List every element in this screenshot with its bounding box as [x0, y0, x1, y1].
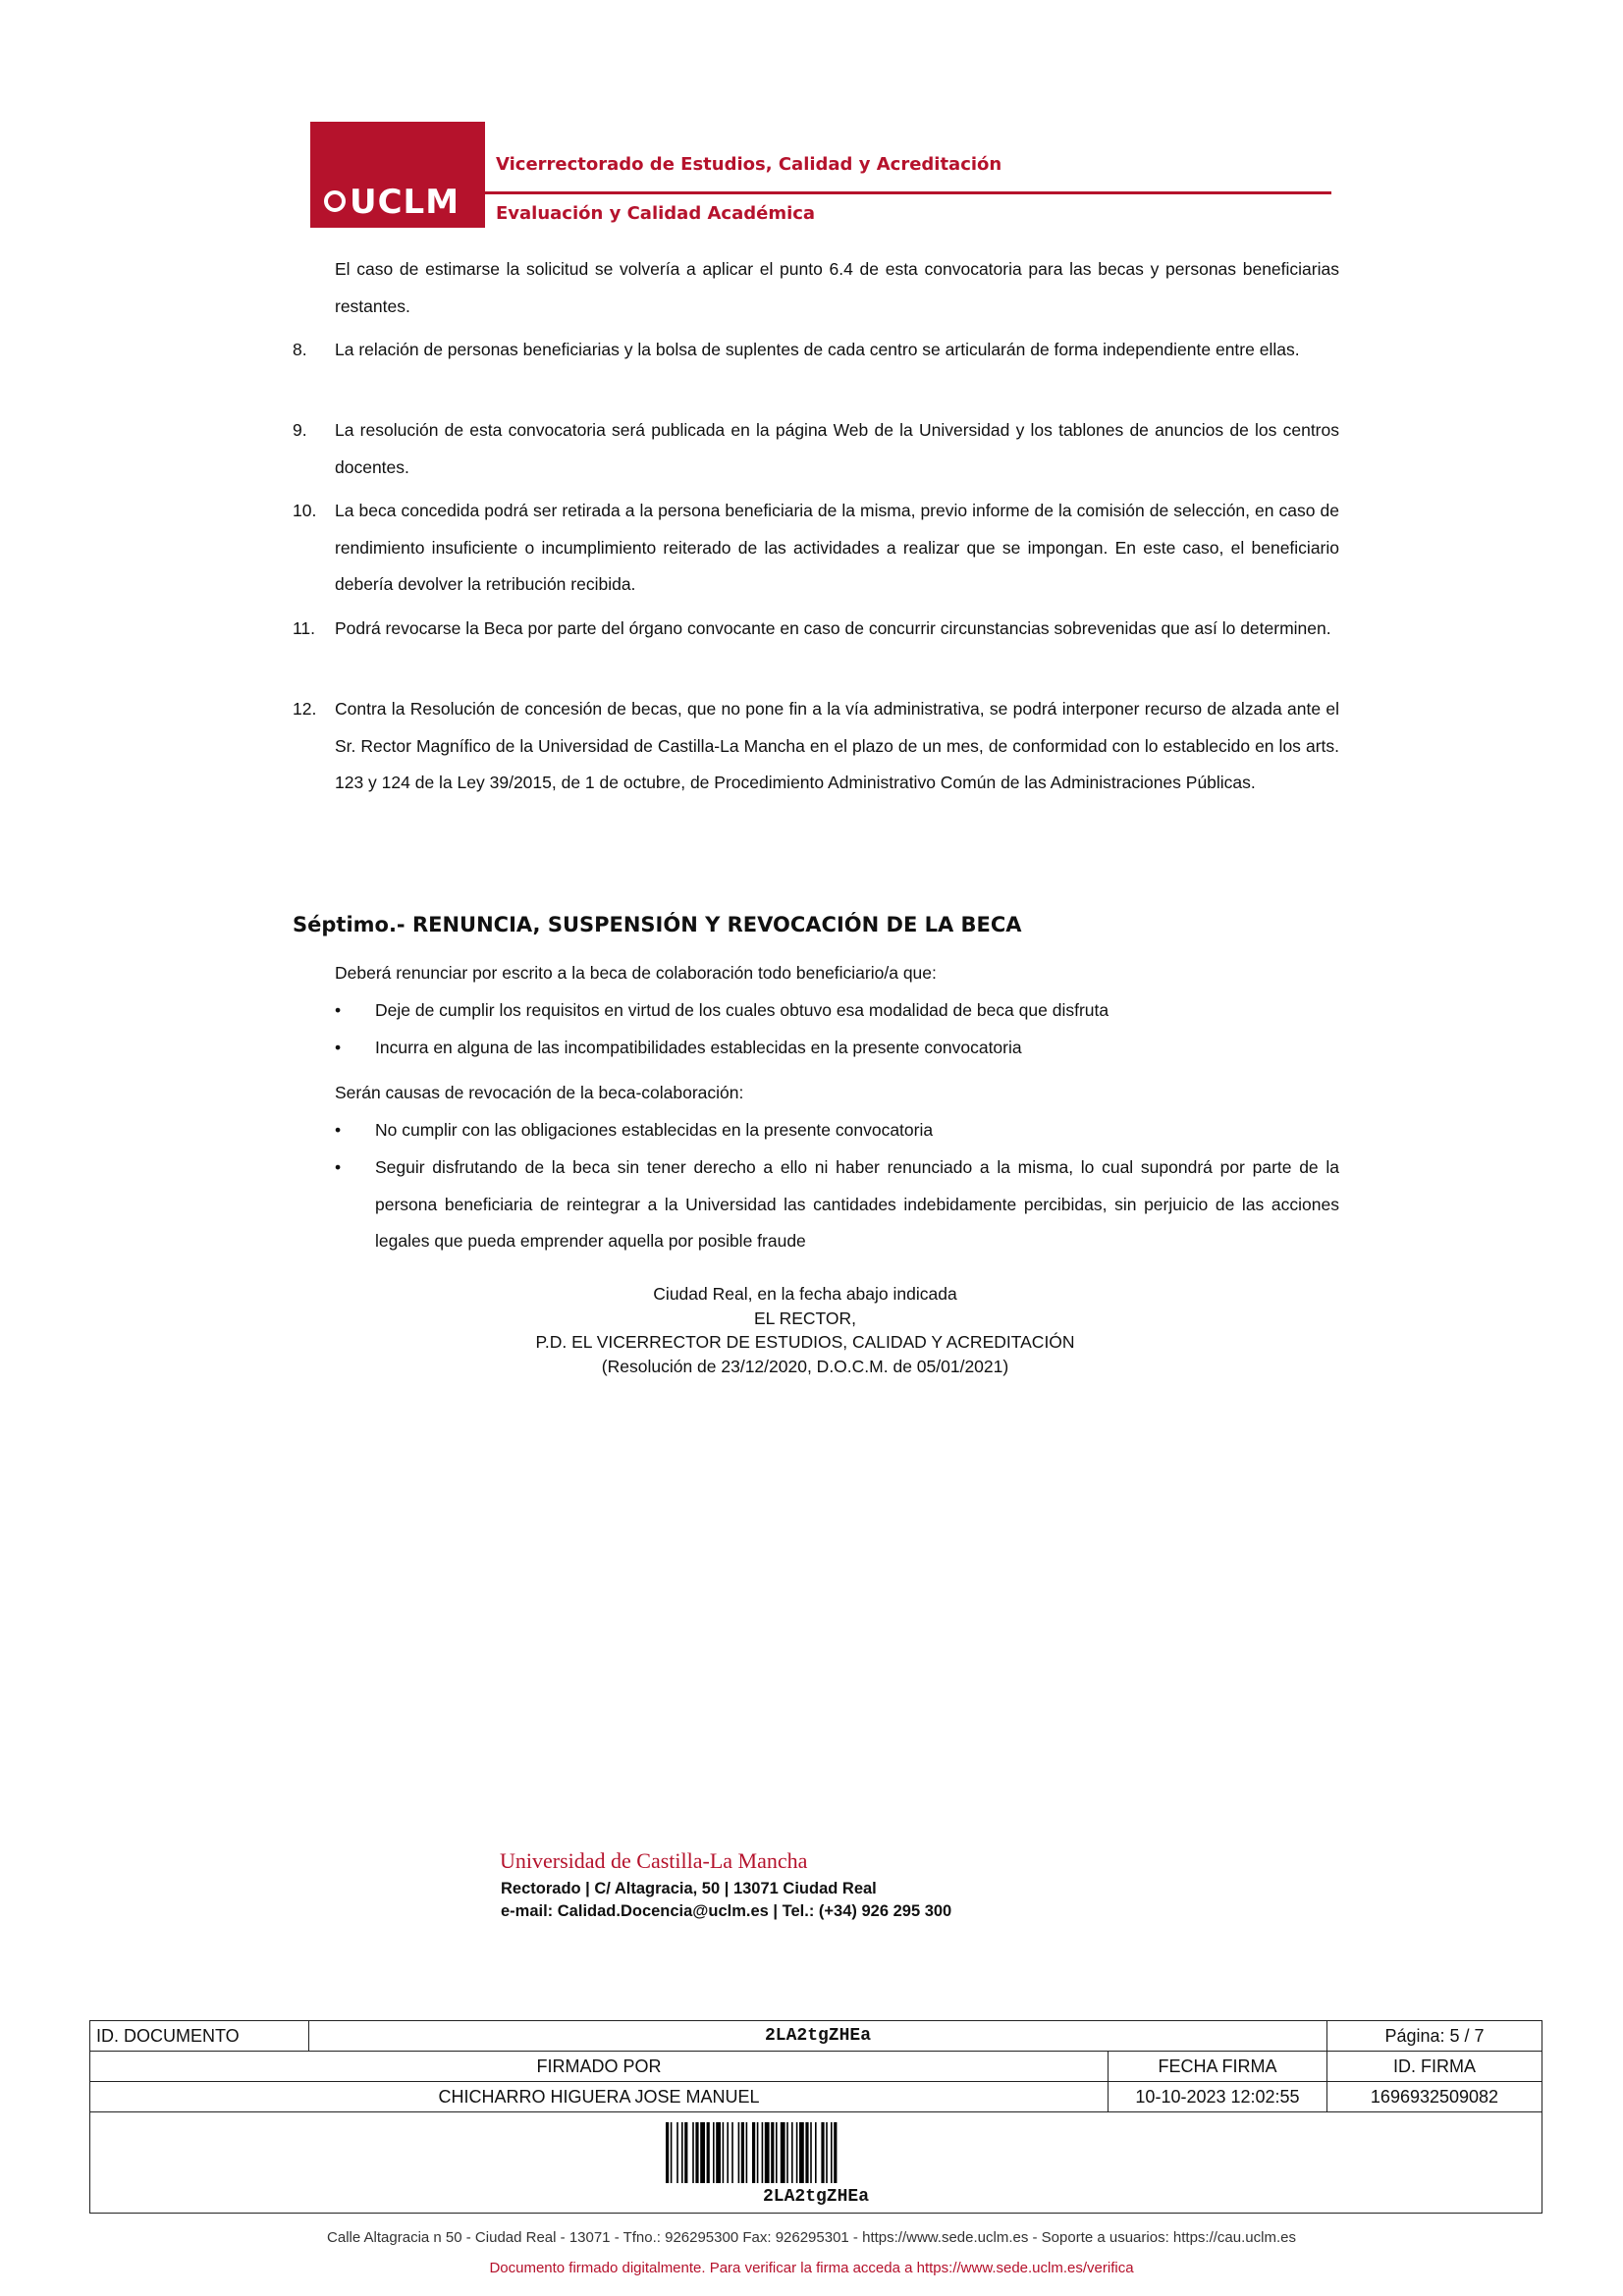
document-id-value[interactable]: 2LA2tgZHEa: [309, 2021, 1327, 2052]
bullet-item: [335, 1149, 1339, 1260]
footer-contact: Calle Altagracia n 50 - Ciudad Real - 13071 - Tfno.: 926295300 Fax: 926295301 - https://www.sede.uclm.es - Soporte a usuarios: https://cau.uclm.es: [327, 2229, 1296, 2246]
address-line: Rectorado | C/ Altagracia, 50 | 13071 Ciudad Real: [501, 1880, 877, 1897]
bullet-text: Seguir disfrutando de la beca sin tener derecho a ello ni haber renunciado a la misma, lo cual supondrá por parte de la persona beneficiaria de reintegrar a la Universidad las cantidades indebidamente percibidas, sin perjuicio de las acciones legales que pueda emprender aquella por posible fraude: [375, 1157, 1339, 1251]
section-intro-revocacion: Serán causas de revocación de la beca-colaboración:: [335, 1083, 744, 1102]
university-name: Universidad de Castilla-La Mancha: [500, 1848, 808, 1873]
header-vicerrectorado: Vicerrectorado de Estudios, Calidad y Acreditación: [496, 154, 1002, 175]
section-intro-renuncia: Deberá renunciar por escrito a la beca de colaboración todo beneficiario/a que:: [335, 963, 937, 983]
list-item: [293, 611, 1339, 648]
section-heading: Séptimo.- RENUNCIA, SUSPENSIÓN Y REVOCACIÓN DE LA BECA: [293, 913, 1022, 936]
table-row: [90, 2082, 1542, 2112]
bullet-icon: •: [335, 1157, 342, 1177]
contact-line: e-mail: Calidad.Docencia@uclm.es | Tel.: (+34) 926 295 300: [501, 1902, 952, 1920]
signature-table: [89, 2020, 1542, 2214]
signature-delegation: P.D. EL VICERRECTOR DE ESTUDIOS, CALIDAD Y ACREDITACIÓN: [535, 1332, 1075, 1352]
logo-text: [324, 183, 460, 222]
item-number: 8.: [293, 340, 307, 359]
list-item: [293, 691, 1339, 802]
list-item: [293, 493, 1339, 604]
signature-id: 1696932509082: [1327, 2082, 1542, 2112]
signature-id-label: ID. FIRMA: [1327, 2052, 1542, 2082]
item-number: 12.: [293, 699, 317, 719]
item-number: 11.: [293, 618, 316, 638]
continuation-paragraph: El caso de estimarse la solicitud se volvería a aplicar el punto 6.4 de esta convocatoria para las becas y personas beneficiarias restantes.: [335, 259, 1339, 316]
footer-verification: Documento firmado digitalmente. Para verificar la firma acceda a https://www.sede.uclm.es/verifica: [489, 2260, 1134, 2276]
header-department: Evaluación y Calidad Académica: [496, 203, 816, 224]
item-text: La beca concedida podrá ser retirada a la persona beneficiaria de la misma, previo informe de la comisión de selección, en caso de rendimiento insuficiente o incumplimiento reiterado de las actividades a realizar que se impongan. En este caso, el beneficiario debería devolver la retribución recibida.: [335, 501, 1339, 594]
item-text: La resolución de esta convocatoria será publicada en la página Web de la Universidad y los tablones de anuncios de los centros docentes.: [335, 420, 1339, 477]
document-id-label: ID. DOCUMENTO: [90, 2021, 309, 2052]
barcode-caption: 2LA2tgZHEa: [762, 2187, 870, 2207]
signature-place-date: Ciudad Real, en la fecha abajo indicada: [653, 1284, 957, 1304]
signer-name: CHICHARRO HIGUERA JOSE MANUEL: [90, 2082, 1109, 2112]
list-item: [293, 412, 1339, 486]
signature-date: 10-10-2023 12:02:55: [1109, 2082, 1327, 2112]
item-text: Podrá revocarse la Beca por parte del órgano convocante en caso de concurrir circunstancias sobrevenidas que así lo determinen.: [335, 618, 1331, 638]
header-rule: [485, 191, 1331, 194]
bullet-icon: •: [335, 1038, 342, 1057]
signed-by-label: FIRMADO POR: [90, 2052, 1109, 2082]
item-text: Contra la Resolución de concesión de becas, que no pone fin a la vía administrativa, se podrá interponer recurso de alzada ante el Sr. Rector Magnífico de la Universidad de Castilla-La Mancha en el plazo de un mes, de conformidad con lo establecido en los arts. 123 y 124 de la Ley 39/2015, de 1 de octubre, de Procedimiento Administrativo Común de las Administraciones Públicas.: [335, 699, 1339, 792]
table-row: [90, 2112, 1542, 2214]
barcode-wrap: [90, 2112, 1542, 2213]
signature-block: [412, 1282, 1198, 1378]
bullet-text: No cumplir con las obligaciones establecidas en la presente convocatoria: [375, 1120, 934, 1140]
barcode-cell: [90, 2112, 1542, 2214]
page-indicator: Página: 5 / 7: [1327, 2021, 1542, 2052]
bullet-icon: •: [335, 1000, 342, 1020]
logo-wordmark: UCLM: [350, 183, 460, 222]
item-number: 9.: [293, 420, 307, 440]
signal-icon: [324, 190, 346, 212]
bullet-text: Incurra en alguna de las incompatibilidades establecidas en la presente convocatoria: [375, 1038, 1022, 1057]
uclm-logo: [310, 122, 485, 228]
bullet-item: [335, 1030, 1339, 1067]
table-row: [90, 2021, 1542, 2052]
item-text: La relación de personas beneficiarias y la bolsa de suplentes de cada centro se articularán de forma independiente entre ellas.: [335, 340, 1300, 359]
bullet-icon: •: [335, 1120, 342, 1140]
table-row: [90, 2052, 1542, 2082]
barcode-icon: [664, 2122, 968, 2183]
bullet-item: [335, 992, 1339, 1030]
signature-date-label: FECHA FIRMA: [1109, 2052, 1327, 2082]
list-item: [293, 332, 1339, 369]
bullet-text: Deje de cumplir los requisitos en virtud de los cuales obtuvo esa modalidad de beca que disfruta: [375, 1000, 1109, 1020]
signature-resolution: (Resolución de 23/12/2020, D.O.C.M. de 05/01/2021): [601, 1356, 1009, 1376]
item-number: 10.: [293, 501, 317, 520]
bullet-item: [335, 1112, 1339, 1149]
signature-rector: EL RECTOR,: [753, 1308, 857, 1328]
